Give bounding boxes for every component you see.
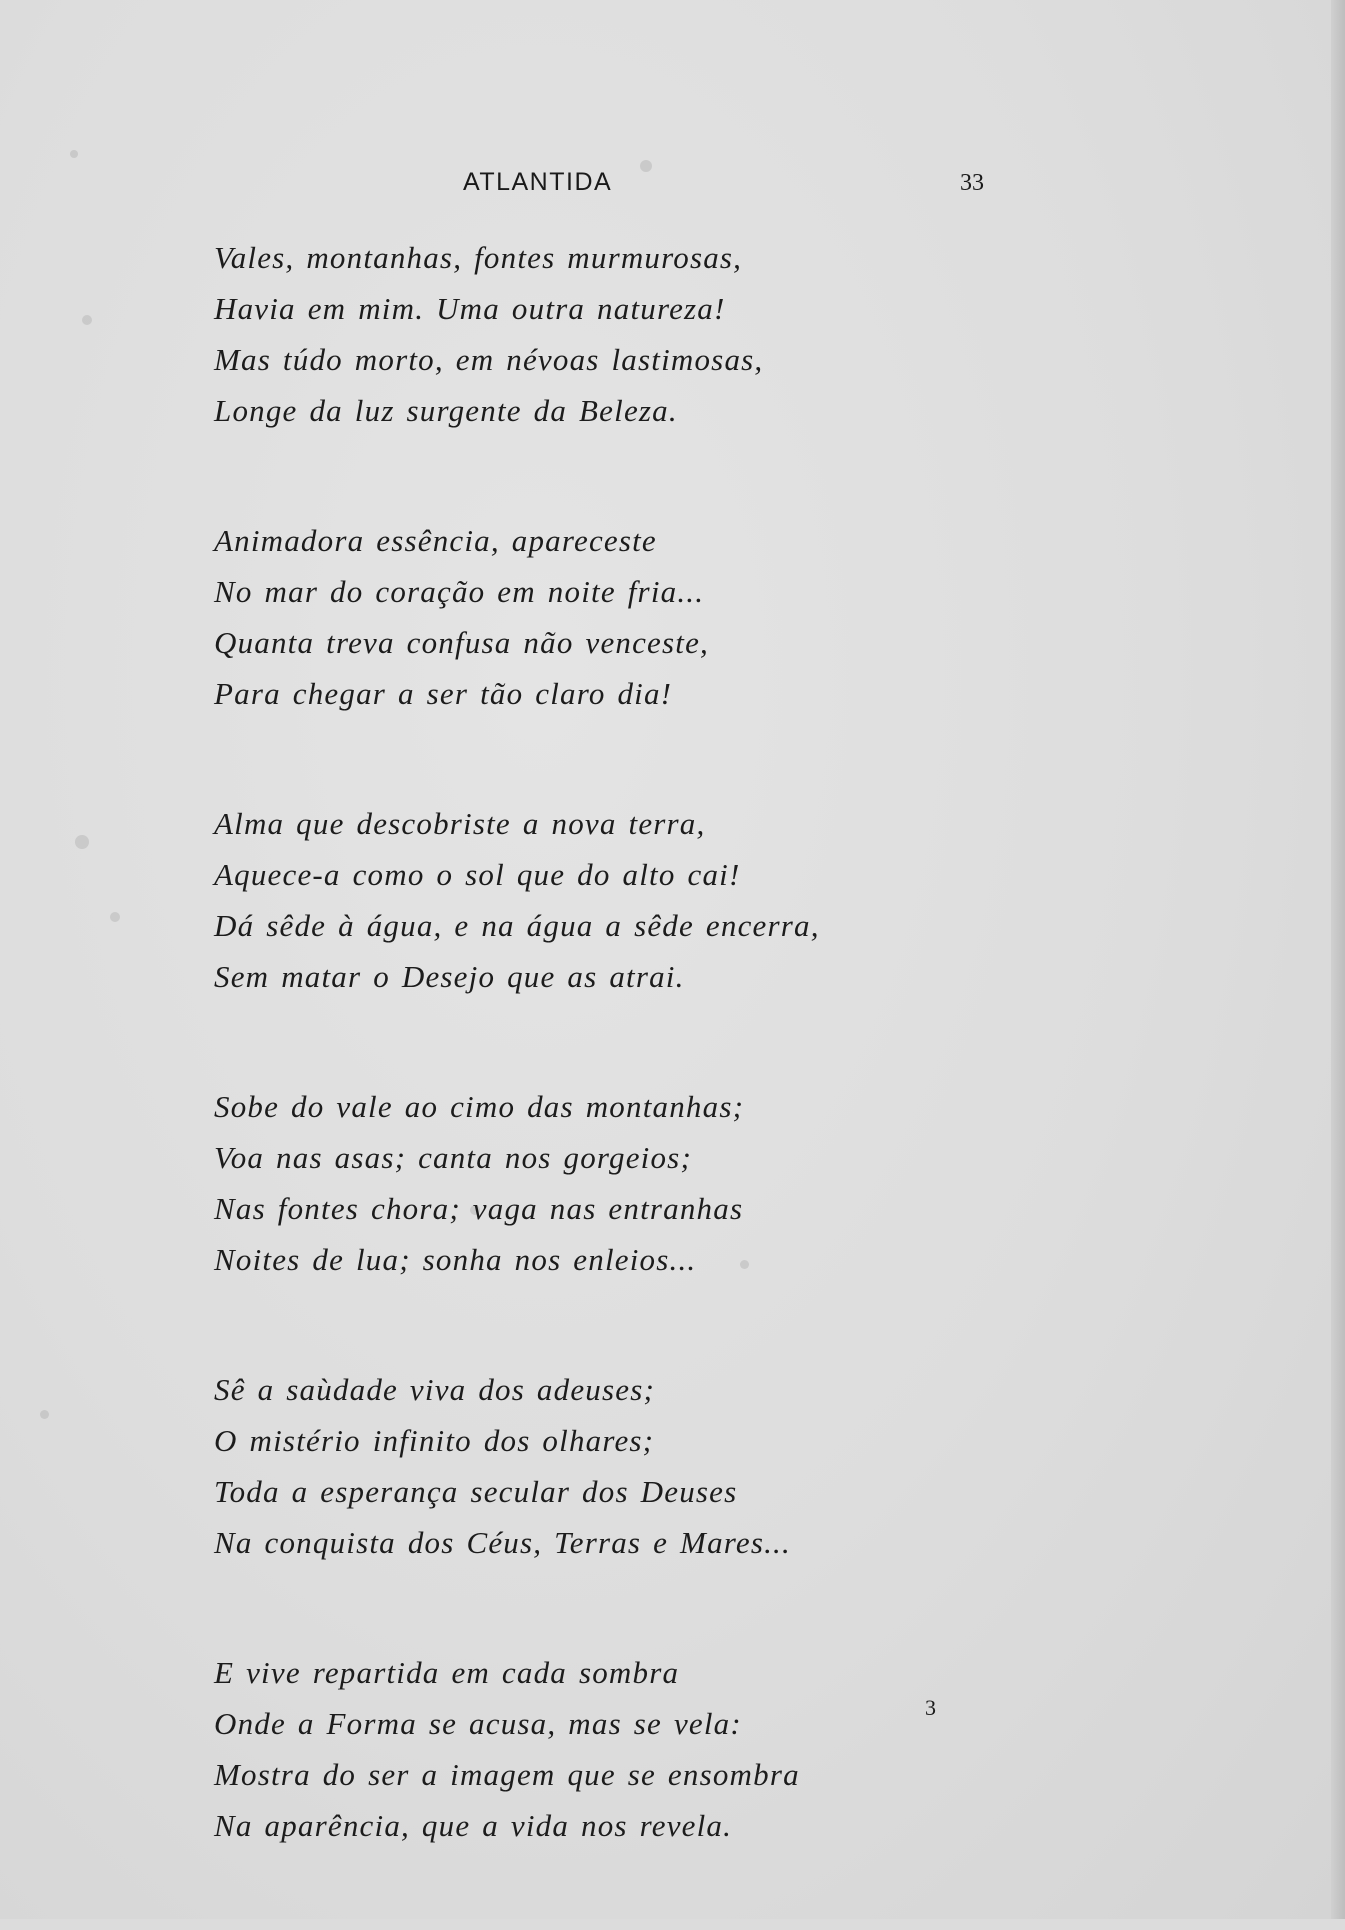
paper-speck [82, 315, 92, 325]
paper-speck [110, 912, 120, 922]
poem-line: Nas fontes chora; vaga nas entranhas [214, 1191, 744, 1226]
poem-line: Animadora essência, apareceste [214, 523, 657, 558]
poem-line: Noites de lua; sonha nos enleios... [214, 1242, 697, 1277]
poem-line: Aquece-a como o sol que do alto cai! [214, 857, 741, 892]
poem-line: Longe da luz surgente da Beleza. [214, 393, 678, 428]
poem-line: Voa nas asas; canta nos gorgeios; [214, 1140, 692, 1175]
paper-speck [40, 1410, 49, 1419]
stanza [214, 1647, 1114, 1851]
stanza [214, 1081, 1114, 1285]
poem-line: Alma que descobriste a nova terra, [214, 806, 706, 841]
poem-line: Para chegar a ser tão claro dia! [214, 676, 673, 711]
running-title: ATLANTIDA [463, 168, 613, 196]
poem-line: No mar do coração em noite fria... [214, 574, 705, 609]
poem-line: Mas túdo morto, em névoas lastimosas, [214, 342, 764, 377]
poem-line: E vive repartida em cada sombra [214, 1655, 680, 1690]
poem-line: Dá sêde à água, e na água a sêde encerra, [214, 908, 820, 943]
poem-line: Mostra do ser a imagem que se ensombra [214, 1757, 800, 1792]
stanza [214, 515, 1114, 719]
paper-speck [640, 160, 652, 172]
paper-speck [75, 835, 89, 849]
stanza [214, 232, 1114, 436]
signature-mark: 3 [925, 1695, 936, 1720]
page-number: 33 [960, 170, 984, 196]
poem-line: Na aparência, que a vida nos revela. [214, 1808, 733, 1843]
paper-speck [70, 150, 78, 158]
poem-line: Havia em mim. Uma outra natureza! [214, 291, 726, 326]
poem-line: Onde a Forma se acusa, mas se vela: [214, 1706, 742, 1741]
poem-line: Sem matar o Desejo que as atrai. [214, 959, 685, 994]
page-edge-shadow [1331, 0, 1345, 1919]
stanza [214, 1364, 1114, 1568]
poem-line: Quanta treva confusa não venceste, [214, 625, 710, 660]
poem [214, 232, 1114, 1930]
poem-line: Sê a saùdade viva dos adeuses; [214, 1372, 655, 1407]
poem-line: Toda a esperança secular dos Deuses [214, 1474, 738, 1509]
poem-line: Sobe do vale ao cimo das montanhas; [214, 1089, 745, 1124]
stanza [214, 798, 1114, 1002]
poem-line: Na conquista dos Céus, Terras e Mares... [214, 1525, 791, 1560]
poem-line: O mistério infinito dos olhares; [214, 1423, 655, 1458]
poem-line: Vales, montanhas, fontes murmurosas, [214, 240, 743, 275]
